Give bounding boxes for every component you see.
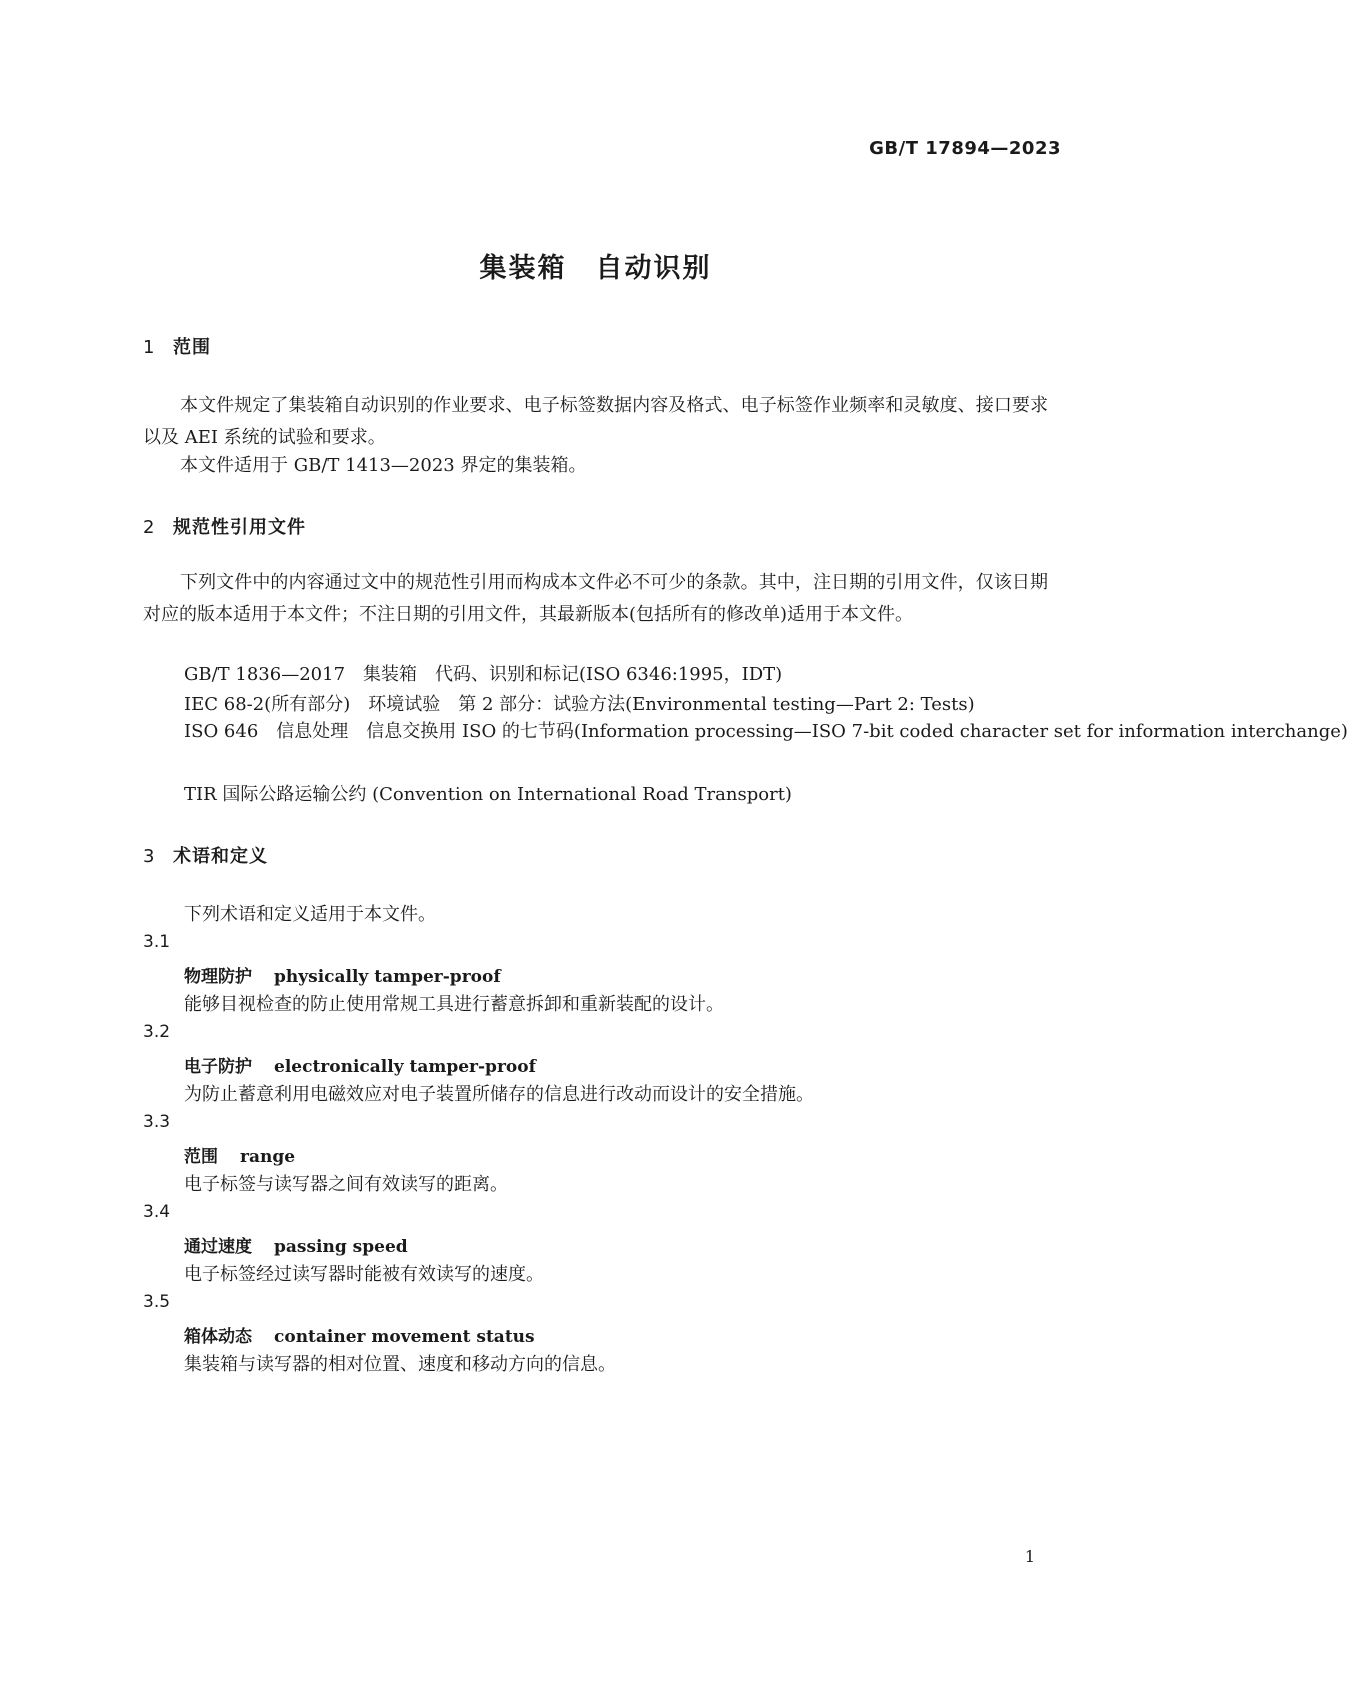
term-definition: 能够目视检查的防止使用常规工具进行蓄意拆卸和重新装配的设计。 xyxy=(184,994,724,1015)
term-number: 3.1 xyxy=(143,932,171,952)
term-heading xyxy=(184,1232,408,1257)
term-en: passing speed xyxy=(274,1237,408,1257)
reference-item: ISO 646 信息处理 信息交换用 ISO 的七节码(Information processing—ISO 7-bit coded character set for information interchange) xyxy=(184,721,1348,742)
term-number: 3.5 xyxy=(143,1292,171,1312)
term-heading xyxy=(184,1052,536,1077)
section-2-heading xyxy=(143,513,306,539)
term-en: container movement status xyxy=(274,1327,535,1347)
term-definition: 集装箱与读写器的相对位置、速度和移动方向的信息。 xyxy=(184,1354,616,1375)
terms-intro: 下列术语和定义适用于本文件。 xyxy=(184,904,436,925)
term-definition: 电子标签与读写器之间有效读写的距离。 xyxy=(184,1174,508,1195)
section-title: 规范性引用文件 xyxy=(173,517,306,538)
term-number: 3.2 xyxy=(143,1022,171,1042)
standard-code: GB/T 17894—2023 xyxy=(869,138,1061,159)
reference-item: IEC 68-2(所有部分) 环境试验 第 2 部分：试验方法(Environmental testing—Part 2: Tests) xyxy=(184,694,975,715)
term-definition: 电子标签经过读写器时能被有效读写的速度。 xyxy=(184,1264,544,1285)
term-en: physically tamper-proof xyxy=(274,967,501,987)
term-number: 3.4 xyxy=(143,1202,171,1222)
section-3-heading xyxy=(143,842,268,868)
term-zh: 电子防护 xyxy=(184,1057,252,1077)
term-number: 3.3 xyxy=(143,1112,171,1132)
term-heading xyxy=(184,1142,295,1167)
section-title: 范围 xyxy=(173,337,211,358)
reference-item: GB/T 1836—2017 集装箱 代码、识别和标记(ISO 6346:1995，IDT) xyxy=(184,664,783,685)
references-intro: 下列文件中的内容通过文中的规范性引用而构成本文件必不可少的条款。其中，注日期的引用文件，仅该日期对应的版本适用于本文件；不注日期的引用文件，其最新版本(包括所有的修改单)适用于本文件。 xyxy=(143,572,1048,625)
document-title: 集装箱 自动识别 xyxy=(479,253,712,284)
section-number: 1 xyxy=(143,337,156,358)
term-definition: 为防止蓄意利用电磁效应对电子装置所储存的信息进行改动而设计的安全措施。 xyxy=(184,1084,814,1105)
term-heading xyxy=(184,962,501,987)
section-number: 2 xyxy=(143,517,156,538)
reference-item: TIR 国际公路运输公约 (Convention on International Road Transport) xyxy=(184,784,792,805)
term-en: electronically tamper-proof xyxy=(274,1057,536,1077)
term-heading xyxy=(184,1322,535,1347)
section-1-heading xyxy=(143,333,211,359)
term-zh: 通过速度 xyxy=(184,1237,252,1257)
section-number: 3 xyxy=(143,846,156,867)
term-en: range xyxy=(240,1147,296,1167)
page-number: 1 xyxy=(1024,1547,1035,1566)
term-zh: 范围 xyxy=(184,1147,218,1167)
scope-applicability: 本文件适用于 GB/T 1413—2023 界定的集装箱。 xyxy=(180,455,587,476)
scope-paragraph: 本文件规定了集装箱自动识别的作业要求、电子标签数据内容及格式、电子标签作业频率和灵敏度、接口要求以及 AEI 系统的试验和要求。 xyxy=(143,395,1048,448)
term-zh: 物理防护 xyxy=(184,967,252,987)
term-zh: 箱体动态 xyxy=(184,1327,252,1347)
section-title: 术语和定义 xyxy=(173,846,268,867)
